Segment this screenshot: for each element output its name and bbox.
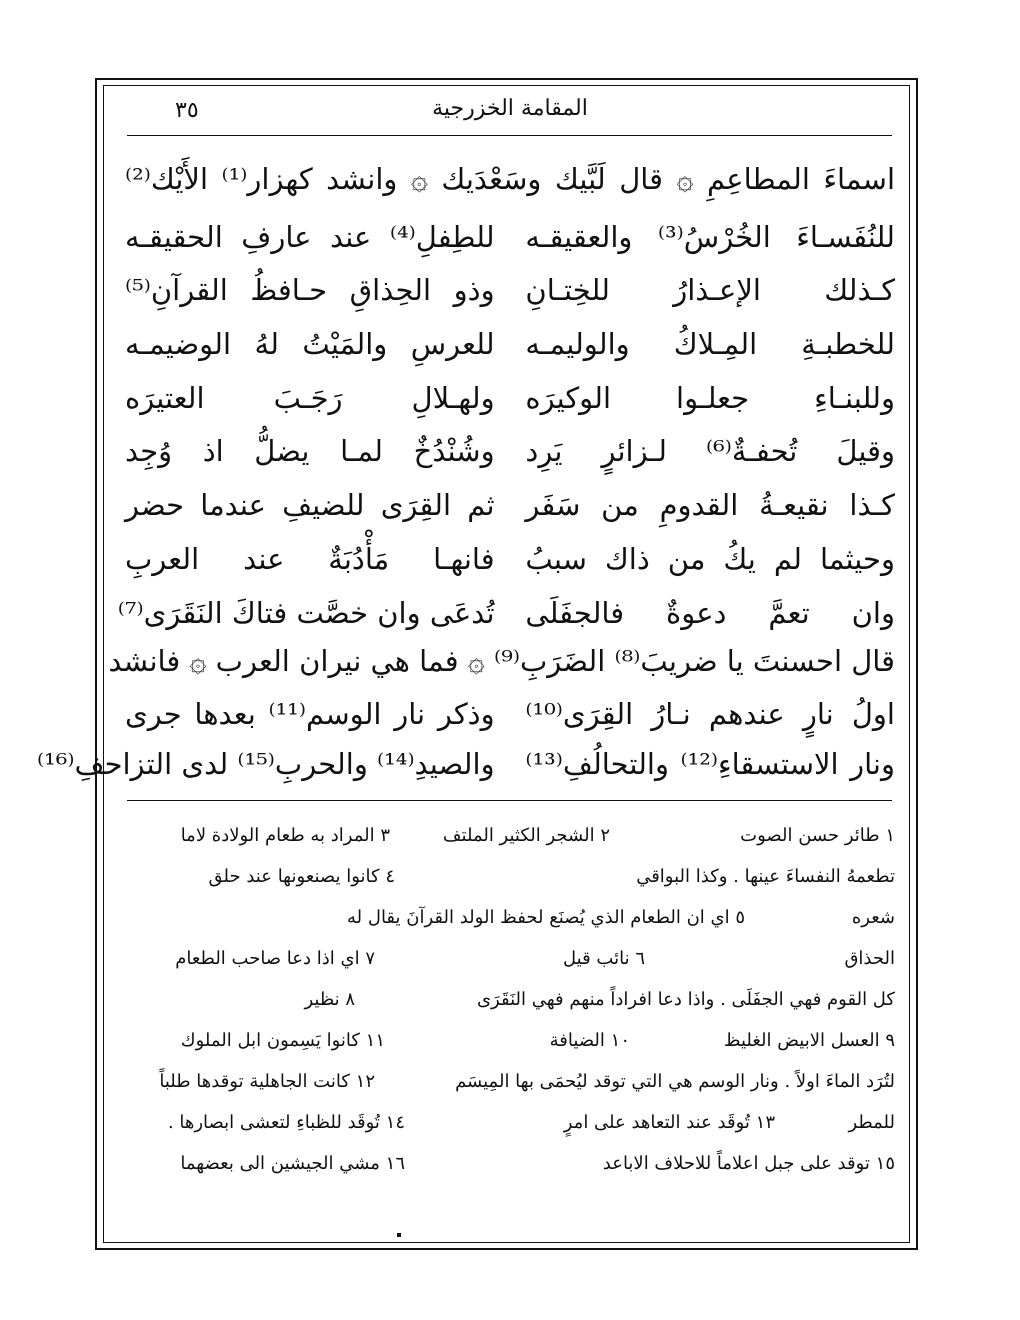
verse-hemistich: ولهـلالِ رَجَـبَ العتيرَه [125, 381, 495, 415]
verse-hemistich: وان تعمَّ دعوةٌ فالجفَلَى [525, 596, 895, 630]
footnote: ٧ اي اذا دعا صاحب الطعام [175, 948, 375, 969]
verse-hemistich: للطِفلِ⁽⁴⁾ عند عارفِ الحقيقـه [125, 220, 495, 254]
verse-line [125, 266, 895, 314]
footnote: ٢ الشجر الكثير الملتف [442, 825, 610, 846]
footnote-line [125, 1066, 895, 1098]
verse-hemistich: وللبنـاءِ جعلـوا الوكيرَه [525, 381, 895, 415]
footnote-line [125, 902, 895, 934]
footnote: ٣ المراد به طعام الولادة لاما [180, 825, 390, 846]
verse-hemistich: كـذلك الإعـذارُ للخِتـانِ [525, 273, 895, 307]
footnote: ١٥ توقد على جبل اعلاماً للاحلاف الاباعد [602, 1153, 895, 1174]
text-line: قال احسنتَ يا ضريبَ⁽⁸⁾ الضَرَبِ⁽⁹⁾ ۞ فما هي نيران العرب ۞ فانشد [108, 644, 895, 678]
footnote-line [125, 1025, 895, 1057]
footnote: للمطر [848, 1112, 895, 1133]
page-header [120, 92, 900, 132]
footnote: ٦ نائب قيل [563, 948, 645, 969]
footnote-line [125, 820, 895, 852]
verse-hemistich: وشُنْدُخٌ لمـا يضلُّ اذ وُجِد [125, 434, 495, 468]
verse-hemistich: للخطبـةِ المِـلاكُ والوليمـه [525, 327, 895, 361]
footnote-line [125, 1148, 895, 1180]
verse-line [125, 320, 895, 368]
verse-hemistich: للنُفَسـاءَ الخُرْسُ⁽³⁾ والعقيقـه [525, 220, 895, 254]
page-mark [397, 1233, 401, 1237]
verse-hemistich: فانهـا مَأْدُبَةٌ عند العربِ [125, 542, 495, 576]
footnote: الحذاق [844, 948, 895, 969]
verse-line [125, 374, 895, 422]
footnote: ١٣ تُوقَد عند التعاهد على امرٍ [563, 1112, 775, 1133]
footnote: ٨ نظير [304, 989, 355, 1010]
header-rule [127, 135, 892, 136]
running-title: المقامة الخزرجية [432, 96, 588, 121]
verse-hemistich: ونار الاستسقاءِ⁽¹²⁾ والتحالُفِ⁽¹³⁾ [525, 747, 895, 781]
footnote: كل القوم فهي الجفَلَى . واذا دعا افراداً منهم فهي النَقَرَى [476, 989, 895, 1010]
footnote: لتُرَد الماءَ اولاً . ونار الوسم هي التي توقد ليُحمَى بها المِيسَم [455, 1071, 895, 1092]
footnote: ١٤ تُوقَد للظباءِ لتعشى ابصارها . [167, 1112, 405, 1133]
verse-line [125, 690, 895, 738]
footnote: تطعمهُ النفساءَ عينها . وكذا البواقي [636, 866, 895, 887]
verse-line [125, 213, 895, 261]
footnote-rule [127, 800, 892, 801]
footnote: ١٠ الضيافة [549, 1030, 630, 1051]
verse-line [125, 535, 895, 583]
footnote: ٤ كانوا يصنعونها عند حلق [208, 866, 395, 887]
verse-hemistich: كـذا نقيعـةُ القدومِ من سَفَر [525, 488, 895, 522]
verse-hemistich: وقيلَ تُحفـةٌ⁽⁶⁾ لـزائرٍ يَرِد [525, 434, 895, 468]
verse-hemistich: اولُ نارٍ عندهم نـارُ القِرَى⁽¹⁰⁾ [525, 697, 895, 731]
footnote: ١٦ مشي الجيشين الى بعضهما [180, 1153, 405, 1174]
footnote: ٥ اي ان الطعام الذي يُصنَع لحفظ الولد القرآنَ يقال له [347, 907, 745, 928]
text-line: اسماءَ المطاعِمِ ۞ قال لَبَّيك وسَعْدَيك ۞ وانشد كهزار⁽¹⁾ الأَيْك⁽²⁾ [125, 162, 895, 196]
verse-hemistich: وذو الحِذاقِ حـافظُ القرآنِ⁽⁵⁾ [125, 273, 495, 307]
verse-hemistich: وحيثما لم يكُ من ذاك سببُ [525, 542, 895, 576]
footnote: ١ طائر حسن الصوت [740, 825, 895, 846]
verse-line [37, 740, 895, 788]
footnote: ٩ العسل الابيض الغليظ [723, 1030, 895, 1051]
verse-hemistich: والصيدِ⁽¹⁴⁾ والحربِ⁽¹⁵⁾ لدى التزاحفِ⁽¹⁶⁾ [37, 747, 495, 781]
footnote-line [125, 861, 895, 893]
verse-line [125, 427, 895, 475]
verse-hemistich: ثم القِرَى للضيفِ عندما حضر [125, 488, 495, 522]
footnote-line [125, 984, 895, 1016]
footnote-line [125, 1107, 895, 1139]
footnote-line [125, 943, 895, 975]
verse-hemistich: وذكر نار الوسم⁽¹¹⁾ بعدها جرى [125, 697, 495, 731]
page-number: ٣٥ [175, 98, 199, 123]
footnote: شعره [851, 907, 895, 928]
footnote: ١٢ كانت الجاهلية توقدها طلباً [159, 1071, 375, 1092]
verse-hemistich: للعرسِ والمَيْتُ لهُ الوضيمـه [125, 327, 495, 361]
verse-line [117, 589, 895, 637]
footnote: ١١ كانوا يَسِمون ابل الملوك [180, 1030, 385, 1051]
verse-line [125, 481, 895, 529]
verse-hemistich: تُدعَى وان خصَّت فتاكَ النَقَرَى⁽⁷⁾ [117, 596, 495, 630]
